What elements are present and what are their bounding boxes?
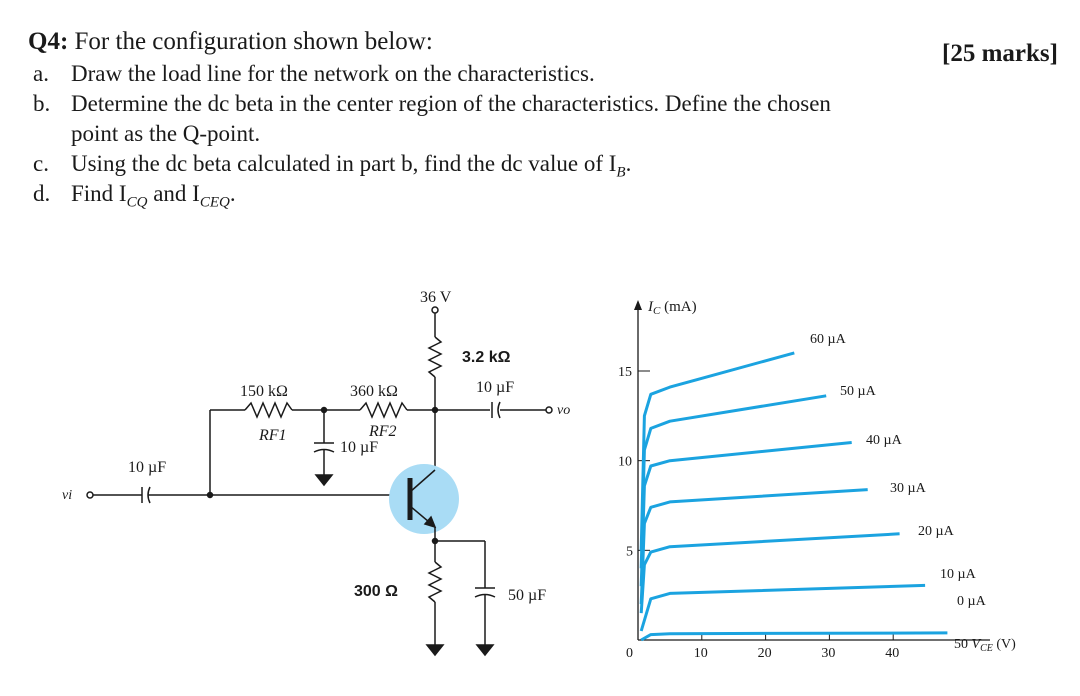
ib-curve [641,534,899,613]
ib-curve-label: 50 µA [840,384,876,399]
y-tick-label: 5 [626,544,633,560]
x-tick-label: 20 [757,646,772,661]
ib-curve-label: 0 µA [957,594,986,609]
x-tick-label: 30 [821,646,836,661]
ground-icon [316,475,332,485]
cout-label: 10 µF [476,379,515,396]
rc-resistor [429,337,441,377]
question-number: Q4: [28,28,69,55]
ib-curve [641,585,925,631]
x-tick-label: 0 [626,646,633,661]
vo-label: vo [557,403,571,418]
x-tick-label: 10 [693,646,708,661]
rf1-name: RF1 [259,427,287,444]
ib-curve-label: 60 µA [810,332,846,347]
vi-label: vi [62,488,73,503]
y-tick-label: 10 [618,454,632,470]
rf2-name: RF2 [369,423,397,440]
ib-curve-label: 10 µA [940,567,976,582]
characteristics-chart [618,299,1016,661]
marks-badge: [25 marks] [942,40,1058,67]
vcc-label: 36 V [420,289,452,306]
y-axis-label: $I_C$ (mA) [648,299,697,317]
ib-curve-label: 20 µA [918,524,954,539]
vo-terminal [546,407,552,413]
rf1-resistor [245,403,292,417]
vi-terminal [87,492,93,498]
re-label: 300 Ω [354,583,398,600]
cin-label: 10 µF [128,459,167,476]
ib-curve [641,633,947,640]
ce-label: 50 µF [508,587,547,604]
bypass-cap-label: 10 µF [340,439,379,456]
x-axis-label: 50 $V_{CE}$ (V) [954,637,1016,654]
rf2-resistor [360,403,407,417]
ib-curve-label: 40 µA [866,433,902,448]
rf2-value: 360 kΩ [350,383,398,400]
question-prompt: For the configuration shown below: [74,28,433,55]
rf1-value: 150 kΩ [240,383,288,400]
y-axis-arrow [634,300,642,310]
vcc-terminal [432,307,438,313]
rc-label: 3.2 kΩ [462,349,511,366]
ib-curve-label: 30 µA [890,481,926,496]
ib-curve [641,443,852,587]
re-resistor [429,562,441,602]
transistor-highlight [389,464,459,534]
x-tick-label: 40 [885,646,900,661]
y-tick-label: 15 [618,365,632,380]
